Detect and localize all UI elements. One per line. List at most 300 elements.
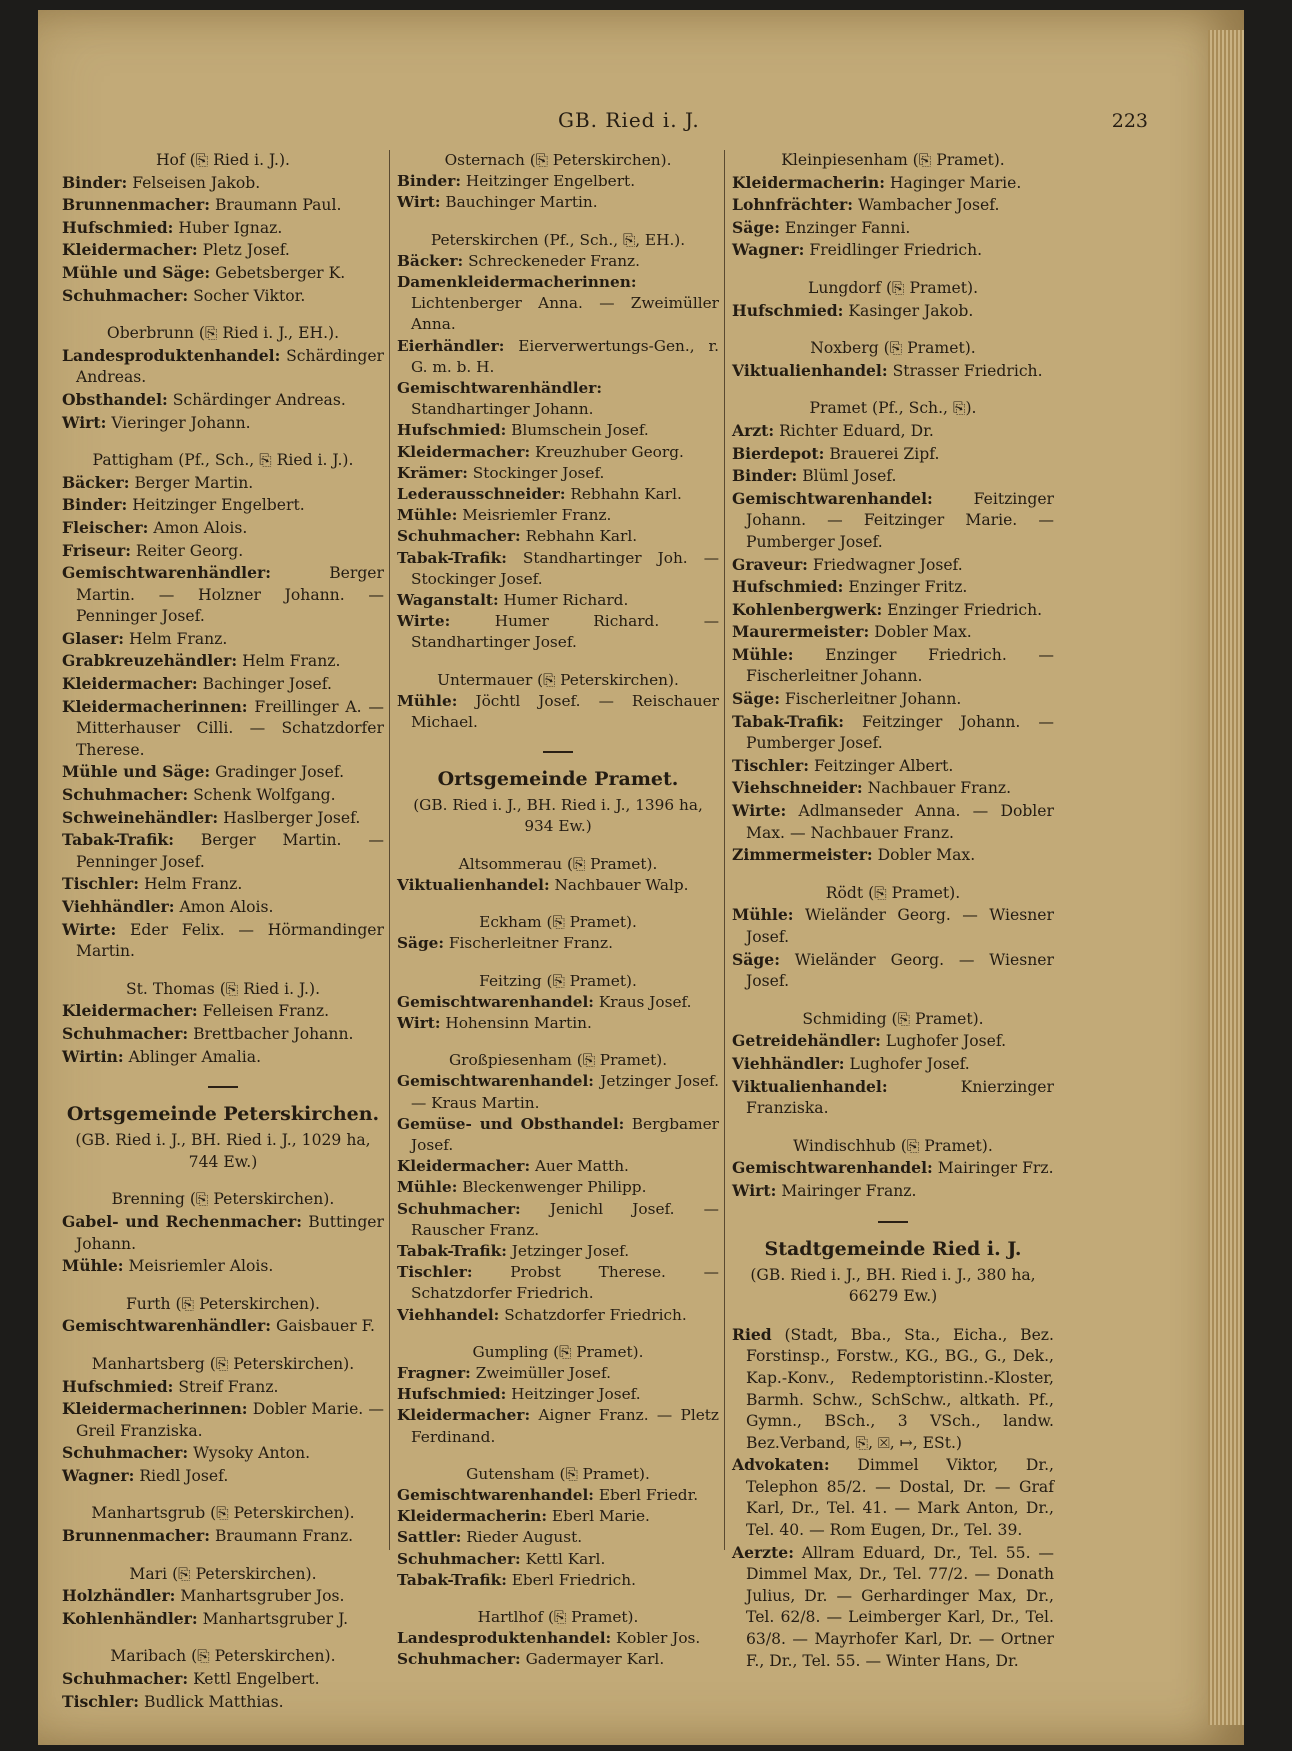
directory-entry bbox=[397, 505, 719, 526]
trade-label: Brunnenmacher: bbox=[62, 195, 210, 215]
directory-entry bbox=[732, 800, 1054, 844]
locality-heading: Peterskirchen (Pf., Sch., ⎘, EH.). bbox=[430, 230, 686, 249]
directory-entry bbox=[732, 711, 1054, 755]
entry-names: Heitzinger Josef. bbox=[511, 1385, 641, 1404]
locality-heading: Hof (⎘ Ried i. J.). bbox=[155, 151, 291, 169]
entry-names: Freidlinger Friedrich. bbox=[809, 241, 983, 260]
trade-label: Tabak-Trafik: bbox=[397, 1241, 507, 1260]
page-header bbox=[38, 108, 1208, 136]
trade-label: Schuhmacher: bbox=[397, 1199, 521, 1218]
locality-heading: Kleinpiesenham (⎘ Pramet). bbox=[781, 151, 1005, 169]
column-rule bbox=[389, 150, 390, 1550]
directory-entry bbox=[397, 1071, 719, 1113]
locality-section bbox=[62, 1189, 384, 1277]
directory-entry bbox=[62, 562, 384, 628]
directory-entry bbox=[62, 1255, 384, 1278]
entry-names: Jenichl Josef. — Rauscher Franz. bbox=[411, 1199, 719, 1239]
directory-entry bbox=[62, 696, 384, 762]
directory-entry bbox=[732, 1030, 1054, 1053]
directory-entry bbox=[397, 336, 719, 378]
entry-names: Nachbauer Franz. bbox=[867, 779, 1012, 798]
directory-entry bbox=[732, 217, 1054, 240]
entry-names: Strasser Friedrich. bbox=[892, 361, 1043, 380]
entry-names: Kettl Engelbert. bbox=[193, 1670, 320, 1689]
trade-label: Kleidermacherinnen: bbox=[62, 696, 248, 716]
trade-label: Maurermeister: bbox=[732, 622, 870, 642]
directory-entry bbox=[62, 494, 384, 517]
directory-entry bbox=[62, 239, 384, 262]
locality-heading: Brenning (⎘ Peterskirchen). bbox=[111, 1190, 335, 1209]
trade-label: Tabak-Trafik: bbox=[397, 1570, 507, 1589]
trade-label: Kleidermacher: bbox=[62, 1001, 198, 1021]
entry-names: Lichtenberger Anna. — Zweimüller Anna. bbox=[411, 294, 719, 334]
directory-entry bbox=[732, 1053, 1054, 1076]
trade-label: Hufschmied: bbox=[62, 217, 174, 237]
entry-names: Gaisbauer F. bbox=[275, 1317, 376, 1336]
entry-names: Jöchtl Josef. — Reischauer Michael. bbox=[411, 691, 719, 732]
municipality-note: (GB. Ried i. J., BH. Ried i. J., 1396 ha, 934 Ew.) bbox=[413, 796, 703, 836]
directory-entry bbox=[397, 192, 719, 213]
entry-names: Schatzdorfer Friedrich. bbox=[504, 1305, 687, 1324]
locality-heading: Gutensham (⎘ Pramet). bbox=[466, 1464, 650, 1483]
trade-label: Holzhändler: bbox=[62, 1586, 176, 1606]
locality-section bbox=[62, 1646, 384, 1713]
trade-label: Tabak-Trafik: bbox=[62, 830, 174, 850]
locality-heading: Gumpling (⎘ Pramet). bbox=[472, 1342, 644, 1361]
entry-names: Meisriemler Alois. bbox=[128, 1257, 274, 1276]
trade-label: Damenkleidermacherinnen: bbox=[397, 273, 637, 292]
trade-label: Binder: bbox=[62, 172, 128, 192]
directory-entry bbox=[397, 1177, 719, 1198]
trade-label: Binder: bbox=[732, 466, 798, 486]
directory-entry bbox=[62, 1585, 384, 1608]
directory-entry bbox=[397, 548, 719, 590]
locality-section bbox=[62, 150, 384, 307]
directory-entry bbox=[62, 784, 384, 807]
entry-names: Buttinger Johann. bbox=[76, 1212, 384, 1253]
directory-entry bbox=[732, 465, 1054, 488]
entry-names: Kraus Josef. bbox=[598, 992, 692, 1011]
entry-names: Fischerleitner Franz. bbox=[448, 934, 613, 953]
entry-names: Lughofer Josef. bbox=[849, 1054, 970, 1073]
directory-entry bbox=[732, 688, 1054, 711]
entry-names: Eierverwertungs-Gen., r. G. m. b. H. bbox=[411, 336, 719, 376]
entry-names: Wysoky Anton. bbox=[193, 1444, 311, 1463]
trade-label: Säge: bbox=[732, 689, 780, 709]
directory-entry bbox=[62, 1398, 384, 1442]
locality-heading: Lungdorf (⎘ Pramet). bbox=[807, 278, 979, 297]
directory-entry bbox=[62, 1608, 384, 1631]
trade-label: Mühle: bbox=[397, 691, 458, 710]
entry-names: Aigner Franz. — Pletz Ferdinand. bbox=[411, 1406, 719, 1446]
trade-label: Eierhändler: bbox=[397, 336, 505, 355]
entry-names: Huber Ignaz. bbox=[178, 218, 283, 237]
trade-label: Zimmermeister: bbox=[732, 845, 873, 865]
directory-entry bbox=[62, 472, 384, 495]
trade-label: Wagner: bbox=[732, 240, 805, 260]
entry-names: Jetzinger Josef. — Kraus Martin. bbox=[411, 1072, 719, 1112]
trade-label: Schuhmacher: bbox=[397, 1549, 521, 1568]
directory-entry bbox=[397, 1199, 719, 1241]
locality-heading: Feitzing (⎘ Pramet). bbox=[479, 971, 637, 990]
directory-entry bbox=[397, 1114, 719, 1156]
running-title: GB. Ried i. J. bbox=[558, 108, 700, 132]
column-1 bbox=[62, 150, 384, 1713]
trade-label: Getreidehändler: bbox=[732, 1031, 881, 1051]
trade-label: Viehhändler: bbox=[62, 897, 175, 916]
entry-names: Dimmel Viktor, Dr., Telephon 85/2. — Dostal, Dr. — Graf Karl, Dr., Tel. 41. — Mark Anton, Dr., Tel. 40. — Rom Eugen, Dr., Tel. 39. bbox=[746, 1456, 1054, 1540]
entry-names: Brettbacher Johann. bbox=[193, 1024, 354, 1043]
directory-entry bbox=[397, 933, 719, 954]
trade-label: Wirte: bbox=[62, 919, 117, 939]
trade-label: Wagner: bbox=[62, 1465, 135, 1485]
entry-names: Standhartinger Johann. bbox=[411, 400, 594, 419]
entry-names: Schenk Wolfgang. bbox=[193, 786, 336, 805]
trade-label: Obsthandel: bbox=[62, 389, 168, 409]
directory-entry bbox=[62, 412, 384, 435]
locality-heading: Eckham (⎘ Pramet). bbox=[479, 913, 637, 932]
directory-entry bbox=[62, 1668, 384, 1691]
directory-entry bbox=[732, 172, 1054, 195]
directory-entry bbox=[397, 1549, 719, 1570]
entry-names: Kreuzhuber Georg. bbox=[534, 442, 684, 461]
directory-entry bbox=[397, 1527, 719, 1548]
locality-section bbox=[62, 1564, 384, 1631]
entry-names: Rebhahn Karl. bbox=[525, 527, 638, 546]
locality-heading: Rödt (⎘ Pramet). bbox=[825, 883, 961, 902]
trade-label: Kleidermacher: bbox=[397, 442, 531, 461]
entry-names: Enzinger Friedrich. bbox=[887, 600, 1043, 619]
entry-names: Bergbamer Josef. bbox=[411, 1114, 719, 1154]
directory-entry bbox=[732, 777, 1054, 800]
entry-names: Gradinger Josef. bbox=[215, 763, 345, 782]
directory-entry bbox=[397, 1262, 719, 1304]
entry-names: Stockinger Josef. bbox=[472, 463, 605, 482]
directory-entry bbox=[62, 1376, 384, 1399]
entry-names: Wambacher Josef. bbox=[857, 196, 1000, 215]
trade-label: Grabkreuzehändler: bbox=[62, 651, 238, 671]
trade-label: Graveur: bbox=[732, 554, 808, 574]
trade-label: Hufschmied: bbox=[62, 1376, 174, 1396]
locality-section bbox=[397, 971, 719, 1035]
directory-entry bbox=[397, 463, 719, 484]
trade-label: Schuhmacher: bbox=[62, 1443, 189, 1463]
entry-names: Manhartsgruber Jos. bbox=[180, 1587, 345, 1606]
entry-names: Wieländer Georg. — Wiesner Josef. bbox=[746, 950, 1054, 991]
column-2 bbox=[397, 150, 719, 1671]
trade-label: Gemischtwarenhandel: bbox=[397, 1072, 594, 1091]
trade-label: Tischler: bbox=[732, 755, 809, 775]
directory-entry bbox=[62, 896, 384, 919]
directory-entry bbox=[732, 1454, 1054, 1541]
trade-label: Gemischtwarenhändler: bbox=[62, 1316, 271, 1336]
trade-label: Wirtin: bbox=[62, 1046, 124, 1066]
directory-entry bbox=[62, 1691, 384, 1714]
locality-section bbox=[62, 979, 384, 1068]
trade-label: Mühle: bbox=[62, 1256, 124, 1276]
entry-names: Knierzinger Franziska. bbox=[746, 1077, 1054, 1118]
municipality-title: Ortsgemeinde Pramet. bbox=[437, 768, 679, 791]
trade-label: Waganstalt: bbox=[397, 591, 499, 610]
directory-entry bbox=[732, 1324, 1054, 1455]
entry-names: Berger Martin. bbox=[134, 473, 254, 492]
trade-label: Fleischer: bbox=[62, 517, 149, 537]
entry-names: Humer Richard. bbox=[503, 591, 629, 610]
entry-names: Helm Franz. bbox=[143, 875, 243, 894]
directory-entry bbox=[397, 1628, 719, 1649]
locality-heading: Noxberg (⎘ Pramet). bbox=[810, 339, 976, 358]
trade-label: Wirt: bbox=[62, 412, 107, 432]
trade-label: Kohlenhändler: bbox=[62, 1608, 198, 1628]
entry-names: Standhartinger Joh. — Stockinger Josef. bbox=[411, 548, 719, 588]
entry-names: Kasinger Jakob. bbox=[848, 301, 974, 320]
locality-section bbox=[62, 450, 384, 963]
directory-entry bbox=[62, 1525, 384, 1548]
entry-names: Brauerei Zipf. bbox=[829, 444, 940, 463]
locality-section bbox=[62, 1354, 384, 1488]
locality-section bbox=[397, 854, 719, 896]
entry-names: Dobler Max. bbox=[877, 846, 976, 865]
trade-label: Tabak-Trafik: bbox=[397, 548, 507, 567]
directory-entry bbox=[397, 691, 719, 733]
directory-entry bbox=[397, 1156, 719, 1177]
locality-section bbox=[397, 230, 719, 654]
directory-entry bbox=[397, 1649, 719, 1670]
entry-names: Adlmanseder Anna. — Dobler Max. — Nachbauer Franz. bbox=[746, 802, 1054, 842]
trade-label: Wirt: bbox=[397, 1013, 441, 1032]
municipality-title: Ortsgemeinde Peterskirchen. bbox=[66, 1103, 380, 1126]
trade-label: Viktualienhandel: bbox=[397, 875, 550, 894]
directory-entry bbox=[62, 628, 384, 651]
trade-label: Gemischtwarenhandel: bbox=[732, 488, 933, 508]
trade-label: Bäcker: bbox=[62, 472, 130, 492]
entry-names: Socher Viktor. bbox=[193, 286, 306, 305]
trade-label: Bierdepot: bbox=[732, 443, 825, 463]
trade-label: Hufschmied: bbox=[732, 577, 844, 597]
directory-entry bbox=[397, 484, 719, 505]
directory-entry bbox=[62, 1442, 384, 1465]
locality-heading: Pattigham (Pf., Sch., ⎘ Ried i. J.). bbox=[92, 451, 354, 470]
entry-names: Bachinger Josef. bbox=[202, 675, 332, 694]
directory-entry bbox=[62, 217, 384, 240]
entry-names: Pletz Josef. bbox=[202, 241, 290, 260]
entry-names: Auer Matth. bbox=[534, 1157, 629, 1176]
column-rule bbox=[724, 150, 725, 1550]
locality-heading: Oberbrunn (⎘ Ried i. J., EH.). bbox=[106, 324, 340, 343]
trade-label: Tischler: bbox=[62, 1691, 139, 1711]
trade-label: Lohnfrächter: bbox=[732, 195, 853, 215]
directory-entry bbox=[62, 919, 384, 963]
directory-entry bbox=[397, 1570, 719, 1591]
entry-names: Wieländer Georg. — Wiesner Josef. bbox=[746, 906, 1054, 946]
locality-section bbox=[732, 338, 1054, 382]
entry-names: Haginger Marie. bbox=[889, 173, 1022, 192]
trade-label: Gemischtwarenhandel: bbox=[397, 992, 594, 1011]
entry-names: Ablinger Amalia. bbox=[128, 1047, 262, 1066]
directory-entry bbox=[62, 1465, 384, 1488]
trade-label: Schuhmacher: bbox=[62, 785, 189, 805]
directory-entry bbox=[397, 1485, 719, 1506]
locality-section bbox=[732, 883, 1054, 993]
entry-names: Heitzinger Engelbert. bbox=[132, 496, 305, 515]
directory-entry bbox=[732, 360, 1054, 383]
locality-heading: Untermauer (⎘ Peterskirchen). bbox=[437, 670, 679, 689]
trade-label: Mühle: bbox=[732, 644, 794, 664]
locality-heading: Pramet (Pf., Sch., ⎘). bbox=[809, 399, 977, 418]
entry-names: Rieder August. bbox=[466, 1528, 583, 1547]
locality-section bbox=[397, 1464, 719, 1591]
trade-label: Schweinehändler: bbox=[62, 807, 219, 827]
directory-entry bbox=[397, 1363, 719, 1384]
trade-label: Mühle: bbox=[732, 905, 794, 925]
trade-label: Landesproduktenhandel: bbox=[397, 1629, 612, 1648]
entry-names: Helm Franz. bbox=[129, 629, 228, 648]
locality-heading: Hartlhof (⎘ Pramet). bbox=[477, 1607, 639, 1626]
directory-entry bbox=[732, 1157, 1054, 1180]
trade-label: Krämer: bbox=[397, 463, 468, 482]
trade-label: Gemischtwarenhandel: bbox=[397, 1485, 594, 1504]
directory-entry bbox=[397, 992, 719, 1013]
trade-label: Glaser: bbox=[62, 628, 125, 648]
locality-section bbox=[732, 1009, 1054, 1120]
directory-entry bbox=[397, 442, 719, 463]
trade-label: Viktualienhandel: bbox=[732, 360, 888, 380]
entry-names: Enzinger Fanni. bbox=[784, 218, 911, 237]
directory-entry bbox=[397, 1305, 719, 1326]
trade-label: Tabak-Trafik: bbox=[732, 711, 844, 731]
directory-entry bbox=[397, 171, 719, 192]
directory-entry bbox=[397, 420, 719, 441]
trade-label: Viehhandel: bbox=[397, 1305, 500, 1324]
directory-entry bbox=[62, 873, 384, 896]
entry-names: Blumschein Josef. bbox=[511, 421, 649, 440]
trade-label: Hufschmied: bbox=[397, 1385, 507, 1404]
directory-entry bbox=[732, 420, 1054, 443]
locality-section bbox=[732, 398, 1054, 866]
trade-label: Hufschmied: bbox=[732, 300, 844, 320]
entry-names: Manhartsgruber J. bbox=[202, 1609, 349, 1628]
trade-label: Kleidermacher: bbox=[397, 1406, 531, 1425]
entry-names: Eberl Marie. bbox=[551, 1507, 650, 1526]
locality-heading: Großpiesenham (⎘ Pramet). bbox=[448, 1051, 668, 1070]
entry-names: Hohensinn Martin. bbox=[445, 1013, 592, 1032]
entry-names: Lughofer Josef. bbox=[885, 1032, 1007, 1051]
directory-entry bbox=[397, 1405, 719, 1447]
trade-label: Gemischtwarenhändler: bbox=[397, 379, 602, 398]
trade-label: Schuhmacher: bbox=[397, 527, 521, 546]
entry-names: Feitzinger Johann. — Pumberger Josef. bbox=[746, 712, 1054, 753]
directory-entry bbox=[732, 844, 1054, 867]
trade-label: Wirte: bbox=[397, 612, 451, 631]
locality-heading: Altsommerau (⎘ Pramet). bbox=[458, 854, 658, 873]
directory-entry bbox=[732, 554, 1054, 577]
trade-label: Schuhmacher: bbox=[62, 1023, 189, 1043]
locality-section bbox=[732, 150, 1054, 262]
locality-section bbox=[62, 323, 384, 434]
directory-entry bbox=[732, 755, 1054, 778]
entry-names: Mairinger Franz. bbox=[781, 1181, 917, 1200]
directory-entry bbox=[397, 590, 719, 611]
trade-label: Mühle und Säge: bbox=[62, 762, 211, 782]
directory-entry bbox=[62, 345, 384, 389]
locality-heading: Schmiding (⎘ Pramet). bbox=[802, 1009, 984, 1028]
entry-names: Berger Martin. — Holzner Johann. — Penninger Josef. bbox=[76, 564, 384, 626]
directory-entry bbox=[397, 1241, 719, 1262]
trade-label: Wirt: bbox=[397, 193, 441, 212]
trade-label: Kleidermacherin: bbox=[397, 1507, 548, 1526]
trade-label: Binder: bbox=[397, 172, 461, 191]
page-edge bbox=[1208, 30, 1244, 1725]
entry-names: Enzinger Friedrich. — Fischerleitner Johann. bbox=[746, 645, 1054, 686]
trade-label: Kohlenbergwerk: bbox=[732, 599, 883, 619]
entry-names: Kobler Jos. bbox=[616, 1629, 701, 1648]
entry-names: Vieringer Johann. bbox=[111, 413, 251, 432]
trade-label: Säge: bbox=[732, 217, 780, 237]
entry-names: Eberl Friedr. bbox=[598, 1485, 699, 1504]
municipality-note: (GB. Ried i. J., BH. Ried i. J., 1029 ha, 744 Ew.) bbox=[75, 1131, 371, 1171]
entry-names: Kettl Karl. bbox=[525, 1549, 606, 1568]
directory-entry bbox=[62, 262, 384, 285]
entry-names: Braumann Franz. bbox=[214, 1527, 354, 1546]
entry-names: Jetzinger Josef. bbox=[511, 1241, 630, 1260]
directory-entry bbox=[397, 1384, 719, 1405]
directory-entry bbox=[62, 761, 384, 784]
directory-entry bbox=[62, 807, 384, 830]
entry-names: Enzinger Fritz. bbox=[848, 578, 968, 597]
trade-label: Schuhmacher: bbox=[62, 285, 189, 305]
trade-label: Mühle: bbox=[397, 506, 458, 525]
trade-label: Mühle: bbox=[397, 1178, 458, 1197]
trade-label: Tischler: bbox=[397, 1263, 473, 1282]
trade-label: Kleidermacher: bbox=[62, 240, 198, 260]
entry-names: Felseisen Jakob. bbox=[132, 173, 261, 192]
trade-label: Wirte: bbox=[732, 801, 787, 821]
entry-names: Feitzinger Johann. — Feitzinger Marie. — Pumberger Josef. bbox=[746, 489, 1054, 551]
entry-names: (Stadt, Bba., Sta., Eicha., Bez. Forstinsp., Forstw., KG., BG., G., Dek., Kap.-Konv., Redemptoristinn.-Kloster, Barmh. Schw., SchSchw., altkath. Pf., Gymn., BSch., 3 VSch., landw. Bez.Verband, ⎘, ☒, ↦, ESt.) bbox=[746, 1325, 1054, 1452]
trade-label: Binder: bbox=[62, 495, 128, 515]
entry-names: Bauchinger Martin. bbox=[445, 193, 598, 212]
entry-names: Berger Martin. — Penninger Josef. bbox=[76, 831, 384, 871]
section-divider bbox=[208, 1086, 238, 1088]
trade-label: Brunnenmacher: bbox=[62, 1526, 210, 1546]
directory-entry bbox=[732, 621, 1054, 644]
entry-names: Schärdinger Andreas. bbox=[76, 346, 384, 387]
trade-label: Säge: bbox=[397, 934, 445, 953]
trade-label: Schuhmacher: bbox=[62, 1669, 189, 1689]
trade-label: Fragner: bbox=[397, 1363, 471, 1382]
entry-names: Dobler Max. bbox=[874, 623, 972, 642]
entry-names: Fischerleitner Johann. bbox=[784, 690, 962, 709]
trade-label: Tischler: bbox=[62, 874, 139, 894]
directory-entry bbox=[62, 389, 384, 412]
trade-label: Kleidermacherin: bbox=[732, 172, 885, 192]
directory-entry bbox=[732, 1076, 1054, 1120]
directory-entry bbox=[62, 517, 384, 540]
section-divider bbox=[543, 751, 573, 753]
entry-names: Eberl Friedrich. bbox=[511, 1570, 636, 1589]
entry-names: Riedl Josef. bbox=[139, 1466, 229, 1485]
entry-names: Meisriemler Franz. bbox=[462, 506, 612, 525]
entry-names: Amon Alois. bbox=[179, 898, 274, 916]
entry-names: Freillinger A. — Mitterhauser Cilli. — Schatzdorfer Therese. bbox=[76, 697, 384, 759]
trade-label: Lederausschneider: bbox=[397, 485, 566, 504]
trade-label: Sattler: bbox=[397, 1528, 462, 1547]
entry-names: Schärdinger Andreas. bbox=[172, 390, 346, 409]
trade-label: Gabel- und Rechenmacher: bbox=[62, 1211, 302, 1231]
directory-entry bbox=[732, 599, 1054, 622]
directory-entry bbox=[732, 949, 1054, 993]
directory-entry bbox=[62, 1023, 384, 1046]
